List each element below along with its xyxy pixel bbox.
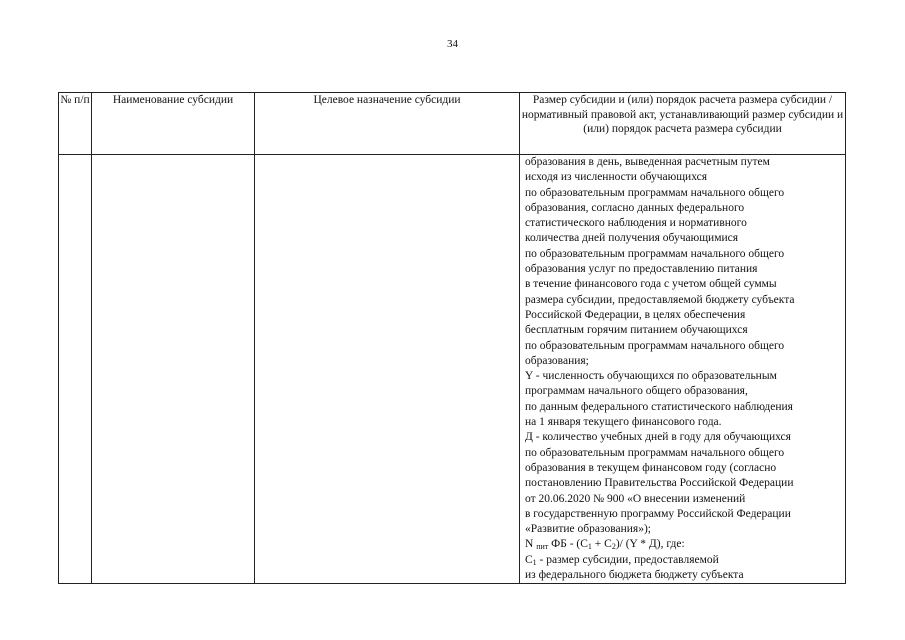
text-line: от 20.06.2020 № 900 «О внесении изменений bbox=[525, 492, 746, 505]
formula-part: ФБ - (С bbox=[548, 538, 588, 551]
text-line: образования, согласно данных федерального bbox=[525, 201, 745, 214]
text-line: в течение финансового года с учетом общей суммы bbox=[525, 278, 777, 291]
c1-symbol: С bbox=[525, 553, 533, 566]
cell-subsidy-name bbox=[92, 155, 255, 584]
cell-target-purpose bbox=[255, 155, 520, 584]
header-number: № п/п bbox=[59, 93, 92, 155]
formula-n: N bbox=[525, 538, 534, 551]
formula-part: )/ (Y * Д), где: bbox=[615, 538, 685, 551]
text-line: количества дней получения обучающимися bbox=[525, 232, 739, 245]
text-line: образования в текущем финансовом году (согласно bbox=[525, 461, 777, 474]
text-line: по образовательным программам начального общего bbox=[525, 186, 785, 199]
formula-n-subscript: пит bbox=[536, 542, 549, 552]
text-line: размера субсидии, предоставляемой бюджету субъекта bbox=[525, 293, 795, 306]
text-line: по образовательным программам начального общего bbox=[525, 446, 785, 459]
text-line: образования в день, выведенная расчетным путем bbox=[525, 156, 770, 168]
formula-c1-subscript: 1 bbox=[587, 542, 592, 552]
page-number: 34 bbox=[447, 38, 458, 50]
formula-plus: + С bbox=[591, 538, 612, 551]
formula-c2-subscript: 2 bbox=[611, 542, 616, 552]
text-line: в государственную программу Российской Федерации bbox=[525, 507, 791, 520]
text-line: по образовательным программам начального общего bbox=[525, 247, 785, 260]
text-line: образования услуг по предоставлению питания bbox=[525, 263, 758, 276]
text-line: исходя из численности обучающихся bbox=[525, 171, 708, 184]
cell-number bbox=[59, 155, 92, 584]
text-line: программам начального общего образования, bbox=[525, 385, 748, 398]
text-line: по данным федерального статистического наблюдения bbox=[525, 400, 793, 413]
text-line: из федерального бюджета бюджету субъекта bbox=[525, 569, 744, 582]
text-line: Д - количество учебных дней в году для обучающихся bbox=[525, 431, 791, 444]
table-row bbox=[59, 155, 846, 584]
text-line: на 1 января текущего финансового года. bbox=[525, 416, 722, 429]
text-line: постановлению Правительства Российской Федерации bbox=[525, 477, 794, 490]
text-line: «Развитие образования»); bbox=[525, 523, 651, 536]
header-subsidy-size: Размер субсидии и (или) порядок расчета размера субсидии / нормативный правовой акт, устанавливающий размер субсидии и (или) порядок расчета размера субсидии bbox=[520, 93, 846, 155]
subsidy-table bbox=[58, 92, 846, 584]
c1-definition-line bbox=[525, 553, 845, 568]
text-line: статистического наблюдения и нормативного bbox=[525, 217, 747, 230]
c1-text: - размер субсидии, предоставляемой bbox=[536, 553, 719, 566]
formula-line bbox=[525, 537, 845, 552]
header-subsidy-name: Наименование субсидии bbox=[92, 93, 255, 155]
c1-subscript: 1 bbox=[532, 557, 537, 567]
cell-subsidy-size bbox=[520, 155, 846, 584]
table-header-row bbox=[59, 93, 846, 155]
text-line: образования; bbox=[525, 354, 589, 367]
text-line: Y - численность обучающихся по образовательным bbox=[525, 370, 777, 383]
text-line: бесплатным горячим питанием обучающихся bbox=[525, 324, 748, 337]
header-target-purpose: Целевое назначение субсидии bbox=[255, 93, 520, 155]
text-line: Российской Федерации, в целях обеспечения bbox=[525, 308, 746, 321]
text-line: по образовательным программам начального общего bbox=[525, 339, 785, 352]
